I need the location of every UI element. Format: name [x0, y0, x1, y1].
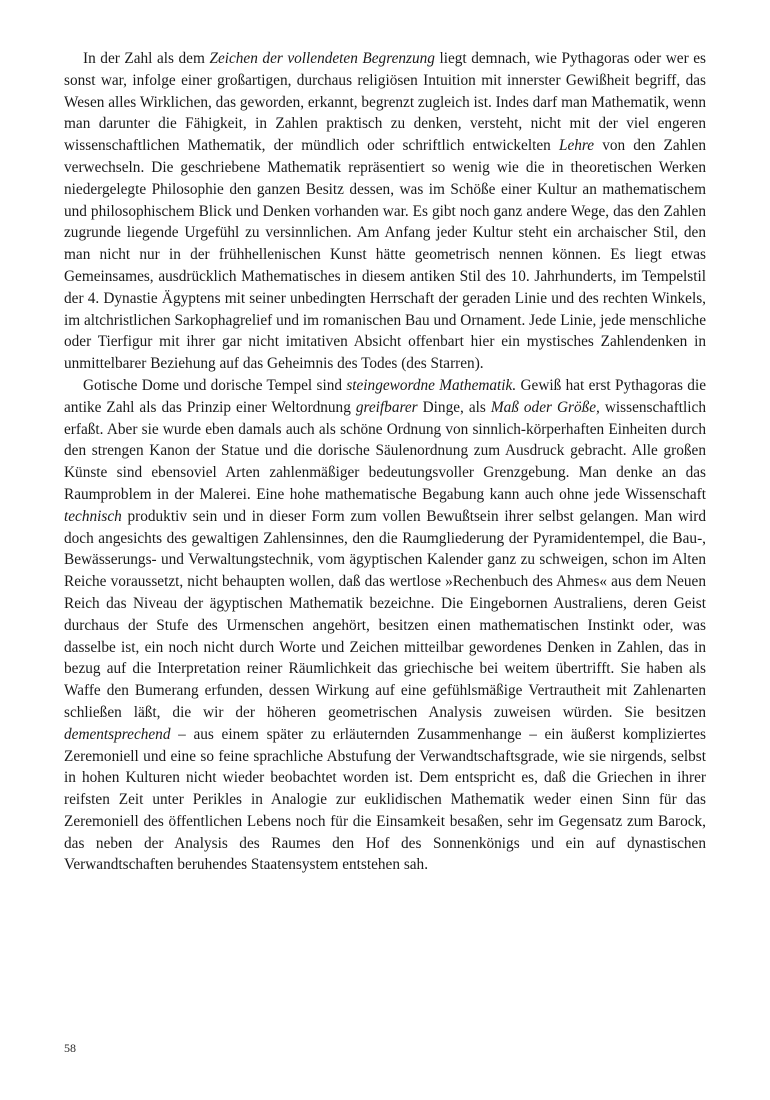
emphasized-text: dementsprechend: [64, 725, 171, 743]
emphasized-text: steingewordne Mathematik.: [346, 376, 517, 394]
text-run: liegt demnach, wie Pythagoras oder wer es sonst war, infolge einer großartigen, durchaus religiösen Intuition mit innerster Gewißheit begriff, das Wesen alles Wirklichen, das geworden, erkannt, begrenzt zugleich ist. Indes darf man Mathematik, wenn man darunter die Fähigkeit, in Zahlen praktisch zu denken, versteht, nicht mit der viel engeren wissenschaftlichen Mathematik, der mündlich oder schriftlich entwickelten: [64, 50, 706, 155]
emphasized-text: Lehre: [558, 137, 595, 155]
text-run: – aus einem später zu erläuternden Zusammenhange – ein äußerst kompliziertes Zeremoniell und eine so feine sprachliche Abstufung der Verwandtschaftsgrade, wie sie nirgends, selbst in hohen Kulturen nicht wieder beobachtet worden ist. Dem entspricht es, daß die Griechen in ihrer reifsten Zeit unter Perikles in Analogie zur euklidischen Mathematik weder einen Sinn für das Zeremoniell des öffentlichen Lebens noch für die Einsamkeit besaßen, sehr im Gegensatz zum Barock, das neben der Analysis des Raumes den Hof des Sonnenkönigs und ein auf dynastischen Verwandtschaften beruhendes Staatensystem entstehen sah.: [64, 725, 706, 874]
text-run: Gewiß hat erst Pythagoras die antike Zahl als das Prinzip einer Weltordnung: [64, 376, 706, 416]
text-run: Dinge, als: [417, 398, 491, 416]
text-run: wissenschaftlich erfaßt. Aber sie wurde eben damals auch als schöne Ordnung von sinnlich-körperhaften Einheiten durch den strengen Kanon der Statue und die dorische Säulenordnung zum Ausdruck gebracht. Alle großen Künste sind ebensoviel Arten zahlenmäßiger bedeutungsvoller Grenzgebung. Man denke an das Raumproblem in der Malerei. Eine hohe mathematische Begabung kann auch ohne jede Wissenschaft: [64, 398, 706, 503]
text-run: In der Zahl als dem: [83, 50, 210, 67]
text-run: von den Zahlen verwechseln. Die geschriebene Mathematik repräsentiert so wenig wie die in theoretischen Werken niedergelegte Philosophie den ganzen Besitz dessen, was im Schöße einer Kultur an mathematischem und philosophischem Blick und Denken vorhanden war. Es gibt noch ganz andere Wege, das den Zahlen zugrunde liegende Urgefühl zu versinnlichen. Am Anfang jeder Kultur steht ein archaischer Stil, den man nicht nur in der frühhellenischen Kunst hätte geometrisch nennen können. Es liegt etwas Gemeinsames, ausdrücklich Mathematisches in diesem antiken Stil des 10. Jahrhunderts, im Tempelstil der 4. Dynastie Ägyptens mit seiner unbedingten Herrschaft der geraden Linie und des rechten Winkels, im altchristlichen Sarkophagrelief und im romanischen Bau und Ornament. Jede Linie, jede menschliche oder Tierfigur mit ihrer gar nicht imitativen Absicht offenbart hier ein mystisches Zahlendenken in unmittelbarer Beziehung auf das Geheimnis des Todes (des Starren).: [64, 137, 706, 373]
body-text: [64, 48, 706, 876]
paragraph-2: [64, 375, 706, 876]
page-number: 58: [64, 1041, 76, 1055]
paragraph-1: [64, 48, 706, 375]
emphasized-text: Maß oder Größe,: [490, 398, 600, 416]
emphasized-text: Zeichen der vollendeten Begrenzung: [209, 50, 435, 67]
emphasized-text: greifbarer: [355, 398, 418, 416]
text-run: produktiv sein und in dieser Form zum vollen Bewußtsein ihrer selbst gelangen. Man wird doch angesichts des gewaltigen Zahlensinnes, den die Raumgliederung der Pyramidentempel, die Bau-, Bewässerungs- und Verwaltungstechnik, vom ägyptischen Kalender ganz zu schweigen, schon im Alten Reiche voraussetzt, nicht behaupten wollen, daß das wertlose »Rechenbuch des Ahmes« aus dem Neuen Reich das Niveau der ägyptischen Mathematik bezeichne. Die Eingebornen Australiens, deren Geist durchaus der Stufe des Urmenschen angehört, besitzen einen mathematischen Instinkt oder, was dasselbe ist, ein noch nicht durch Worte und Zeichen mitteilbar gewordenes Denken in Zahlen, das in bezug auf die Interpretation reiner Räumlichkeit das griechische bei weitem übertrifft. Sie haben als Waffe den Bumerang erfunden, dessen Wirkung auf eine gefühlsmäßige Vertrautheit mit Zahlenarten schließen läßt, die wir der höheren geometrischen Analysis zuweisen würden. Sie besitzen: [64, 507, 706, 721]
emphasized-text: technisch: [64, 507, 122, 525]
text-run: Gotische Dome und dorische Tempel sind: [83, 376, 347, 394]
